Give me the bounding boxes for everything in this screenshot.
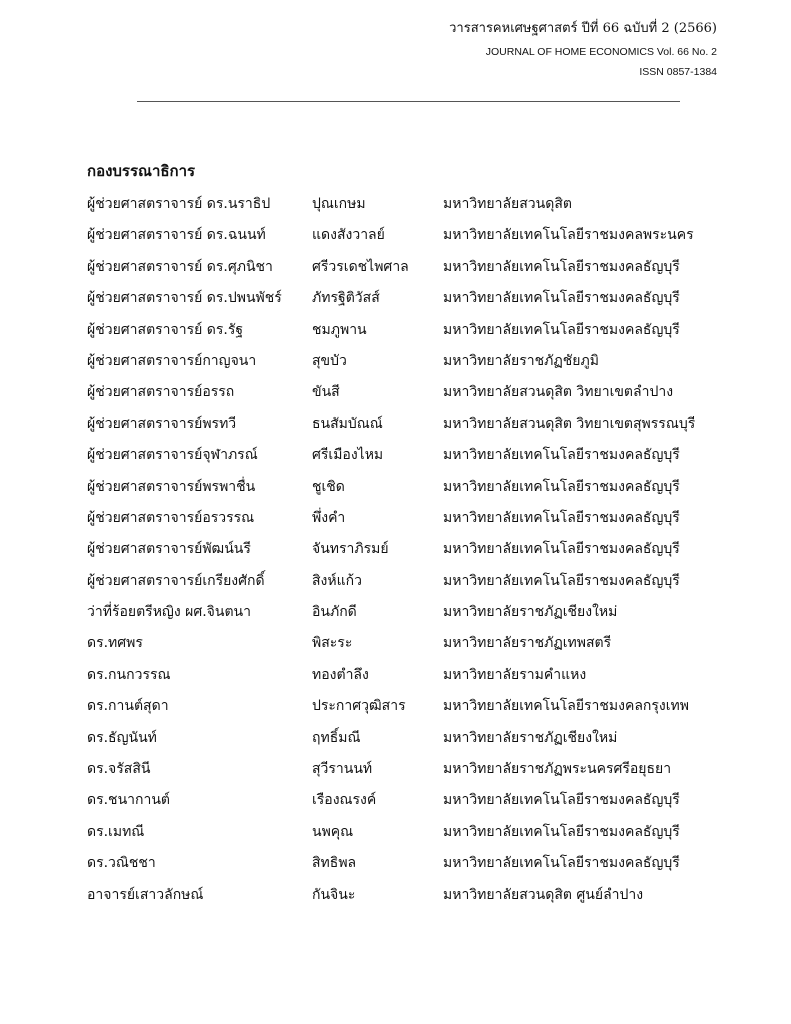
member-row <box>87 692 727 723</box>
member-affiliation: มหาวิทยาลัยราชภัฏพระนครศรีอยุธยา <box>443 761 672 778</box>
member-row <box>87 316 727 347</box>
member-last-name: จันทราภิรมย์ <box>312 541 389 558</box>
member-row <box>87 567 727 598</box>
member-last-name: ขันสี <box>312 384 340 401</box>
member-last-name: พึ่งคำ <box>312 509 346 526</box>
member-affiliation: มหาวิทยาลัยเทคโนโลยีราชมงคลธัญบุรี <box>443 447 680 464</box>
member-first-name: ผู้ช่วยศาสตราจารย์ ดร.ศุภนิชา <box>87 258 273 275</box>
member-last-name: ทองตำลึง <box>312 666 369 683</box>
member-last-name: ศรีวรเดชไพศาล <box>312 258 409 275</box>
member-affiliation: มหาวิทยาลัยเทคโนโลยีราชมงคลธัญบุรี <box>443 855 680 872</box>
member-affiliation: มหาวิทยาลัยสวนดุสิต ศูนย์ลำปาง <box>443 886 644 903</box>
member-row <box>87 473 727 504</box>
member-first-name: ดร.ชนากานต์ <box>87 792 170 809</box>
member-row <box>87 284 727 315</box>
member-last-name: แดงสังวาลย์ <box>312 227 385 244</box>
member-last-name: ประกาศวุฒิสาร <box>312 698 406 715</box>
member-first-name: ดร.จรัสสินี <box>87 761 151 778</box>
member-last-name: กันจินะ <box>312 886 356 903</box>
member-last-name: ชมภูพาน <box>312 321 367 338</box>
page-header <box>449 18 717 82</box>
member-affiliation: มหาวิทยาลัยรามคำแหง <box>443 666 587 683</box>
member-row <box>87 849 727 880</box>
member-row <box>87 786 727 817</box>
member-row <box>87 504 727 535</box>
member-affiliation: มหาวิทยาลัยเทคโนโลยีราชมงคลธัญบุรี <box>443 823 680 840</box>
member-first-name: อาจารย์เสาวลักษณ์ <box>87 886 204 903</box>
member-last-name: ภัทรฐิติวัสส์ <box>312 290 380 307</box>
member-last-name: นพคุณ <box>312 823 354 840</box>
member-affiliation: มหาวิทยาลัยเทคโนโลยีราชมงคลธัญบุรี <box>443 258 680 275</box>
member-first-name: ผู้ช่วยศาสตราจารย์ ดร.นราธิป <box>87 196 271 212</box>
member-first-name: ผู้ช่วยศาสตราจารย์อรรถ <box>87 384 235 401</box>
member-last-name: ศรีเมืองไหม <box>312 447 384 464</box>
member-affiliation: มหาวิทยาลัยเทคโนโลยีราชมงคลกรุงเทพ <box>443 698 689 715</box>
member-first-name: ดร.เมทณี <box>87 823 145 840</box>
member-first-name: ผู้ช่วยศาสตราจารย์กาญจนา <box>87 352 257 369</box>
member-affiliation: มหาวิทยาลัยเทคโนโลยีราชมงคลธัญบุรี <box>443 509 680 526</box>
member-first-name: ผู้ช่วยศาสตราจารย์พัฒน์นรี <box>87 541 251 558</box>
member-affiliation: มหาวิทยาลัยราชภัฏเทพสตรี <box>443 635 612 652</box>
member-first-name: ผู้ช่วยศาสตราจารย์ ดร.รัฐ <box>87 321 244 338</box>
member-first-name: ผู้ช่วยศาสตราจารย์เกรียงศักดิ์ <box>87 572 265 589</box>
journal-title-thai: วารสารคหเศษฐศาสตร์ ปีที่ 66 ฉบับที่ 2 (2566) <box>449 21 717 36</box>
member-first-name: ผู้ช่วยศาสตราจารย์พรพาชื่น <box>87 478 256 495</box>
member-last-name: ชูเชิด <box>312 478 345 495</box>
member-affiliation: มหาวิทยาลัยราชภัฏเชียงใหม่ <box>443 729 618 746</box>
member-affiliation: มหาวิทยาลัยเทคโนโลยีราชมงคลพระนคร <box>443 227 694 244</box>
member-affiliation: มหาวิทยาลัยราชภัฏชัยภูมิ <box>443 352 599 369</box>
member-row <box>87 881 727 912</box>
member-last-name: สุขบัว <box>312 352 347 369</box>
member-last-name: สิทธิพล <box>312 855 357 872</box>
member-affiliation: มหาวิทยาลัยสวนดุสิต วิทยาเขตสุพรรณบุรี <box>443 415 696 432</box>
member-affiliation: มหาวิทยาลัยราชภัฏเชียงใหม่ <box>443 604 618 621</box>
member-first-name: ดร.กนกวรรณ <box>87 666 171 683</box>
member-affiliation: มหาวิทยาลัยเทคโนโลยีราชมงคลธัญบุรี <box>443 321 680 338</box>
member-row <box>87 818 727 849</box>
member-first-name: ผู้ช่วยศาสตราจารย์ ดร.ฉนนท์ <box>87 227 266 244</box>
member-row <box>87 755 727 786</box>
member-last-name: ปุณเกษม <box>312 196 366 212</box>
member-last-name: อินภักดี <box>312 604 357 621</box>
member-first-name: ผู้ช่วยศาสตราจารย์อรวรรณ <box>87 509 255 526</box>
member-row <box>87 535 727 566</box>
member-last-name: พิสะระ <box>312 635 353 652</box>
member-row <box>87 378 727 409</box>
member-affiliation: มหาวิทยาลัยเทคโนโลยีราชมงคลธัญบุรี <box>443 792 680 809</box>
member-affiliation: มหาวิทยาลัยเทคโนโลยีราชมงคลธัญบุรี <box>443 290 680 307</box>
member-first-name: ดร.วณิชชา <box>87 855 156 872</box>
member-first-name: ดร.ธัญนันท์ <box>87 729 157 746</box>
member-last-name: สิงห์แก้ว <box>312 572 362 589</box>
member-row <box>87 441 727 472</box>
journal-issn: ISSN 0857-1384 <box>639 66 717 78</box>
member-row <box>87 629 727 660</box>
member-last-name: ธนสัมบัณณ์ <box>312 415 383 432</box>
member-row <box>87 347 727 378</box>
member-last-name: สุวีรานนท์ <box>312 761 373 778</box>
member-affiliation: มหาวิทยาลัยเทคโนโลยีราชมงคลธัญบุรี <box>443 541 680 558</box>
member-row <box>87 221 727 252</box>
member-row <box>87 253 727 284</box>
member-first-name: ผู้ช่วยศาสตราจารย์จุฬาภรณ์ <box>87 447 258 464</box>
section-title: กองบรรณาธิการ <box>87 162 196 180</box>
member-affiliation: มหาวิทยาลัยสวนดุสิต <box>443 196 572 212</box>
member-row <box>87 724 727 755</box>
member-first-name: ผู้ช่วยศาสตราจารย์พรทวี <box>87 415 237 432</box>
member-first-name: ดร.ทศพร <box>87 635 143 652</box>
member-affiliation: มหาวิทยาลัยเทคโนโลยีราชมงคลธัญบุรี <box>443 572 680 589</box>
journal-title-english: JOURNAL OF HOME ECONOMICS Vol. 66 No. 2 <box>485 46 717 58</box>
member-last-name: เรืองณรงค์ <box>312 792 377 809</box>
member-affiliation: มหาวิทยาลัยเทคโนโลยีราชมงคลธัญบุรี <box>443 478 680 495</box>
member-last-name: ฤทธิ์มณี <box>312 729 361 746</box>
header-divider <box>137 101 680 102</box>
member-row <box>87 190 727 221</box>
editorial-board-list <box>87 190 727 912</box>
member-affiliation: มหาวิทยาลัยสวนดุสิต วิทยาเขตลำปาง <box>443 384 674 401</box>
member-first-name: ดร.กานต์สุดา <box>87 698 169 715</box>
member-first-name: ผู้ช่วยศาสตราจารย์ ดร.ปพนพัชร์ <box>87 290 282 307</box>
member-row <box>87 661 727 692</box>
member-row <box>87 410 727 441</box>
member-first-name: ว่าที่ร้อยตรีหญิง ผศ.จินตนา <box>87 604 251 621</box>
member-row <box>87 598 727 629</box>
